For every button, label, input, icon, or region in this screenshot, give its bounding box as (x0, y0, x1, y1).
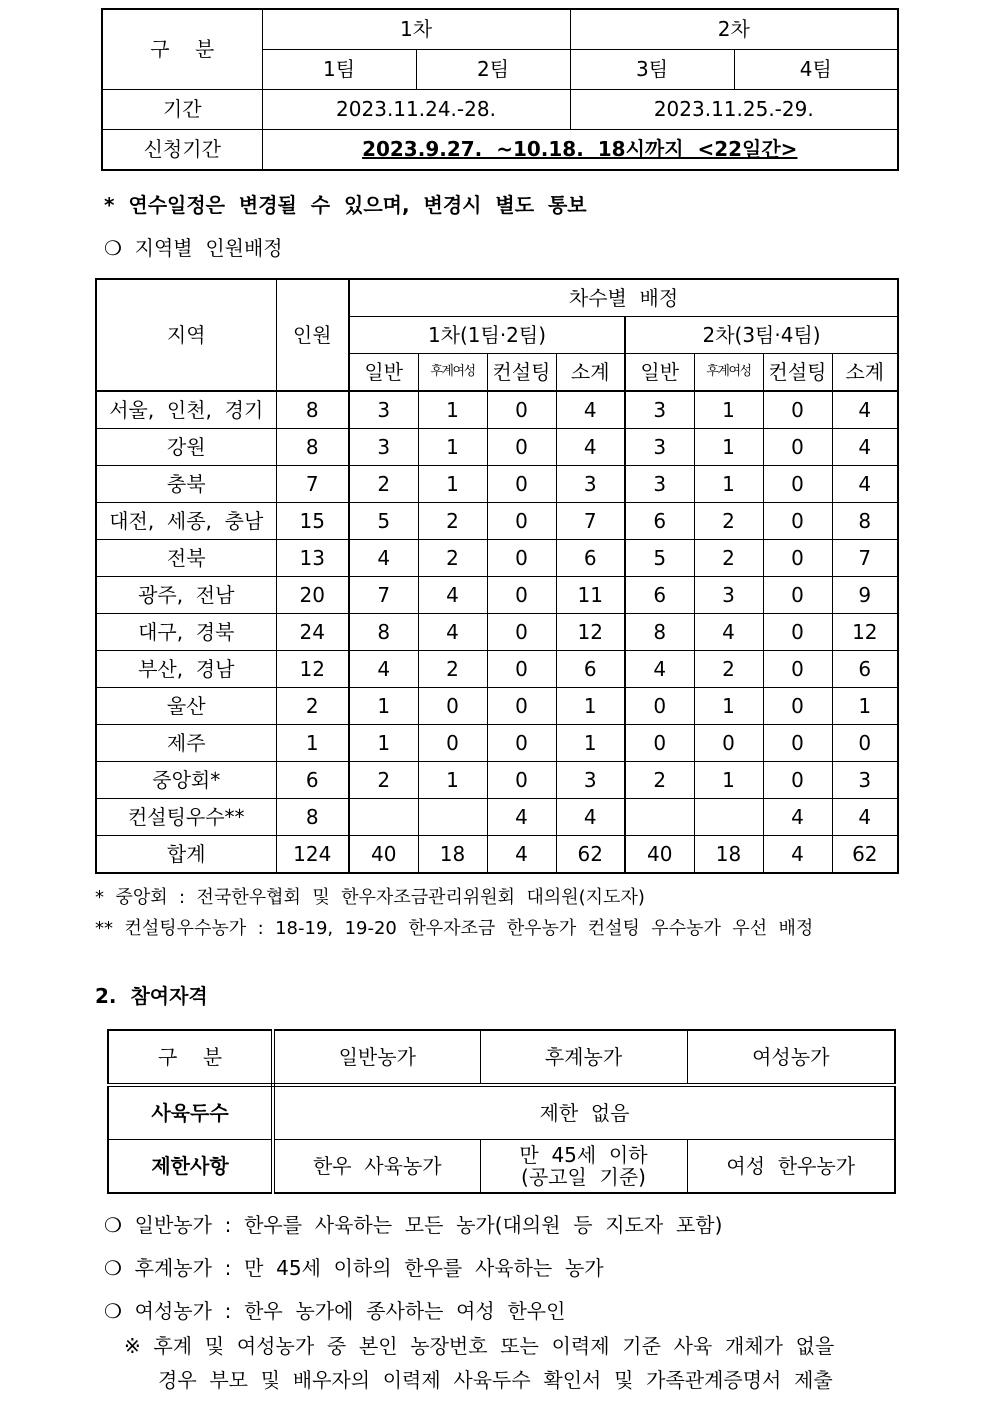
allocation-cell: 4 (832, 466, 898, 503)
col-successor-farm: 후계농가 (480, 1030, 687, 1085)
allocation-row (96, 391, 898, 429)
restriction-successor-line1: 만 45세 이하 (519, 1143, 648, 1167)
allocation-cell: 3 (694, 577, 763, 614)
region-cell: 제주 (96, 725, 276, 762)
allocation-row (96, 614, 898, 651)
remark-line2: 경우 부모 및 배우자의 이력제 사육두수 확인서 및 가족관계증명서 제출 (158, 1368, 833, 1392)
allocation-cell: 4 (763, 836, 832, 874)
count-cell: 1 (276, 725, 349, 762)
allocation-cell: 4 (556, 429, 625, 466)
allocation-row (96, 651, 898, 688)
restriction-general: 한우 사육농가 (273, 1140, 480, 1194)
allocation-cell: 0 (763, 540, 832, 577)
count-cell: 7 (276, 466, 349, 503)
allocation-cell: 5 (625, 540, 694, 577)
sub-header-subtotal: 소계 (556, 354, 625, 392)
sub-header-successor-female: 후계여성 (418, 354, 487, 392)
region-cell: 서울, 인천, 경기 (96, 391, 276, 429)
allocation-cell: 0 (694, 725, 763, 762)
allocation-cell: 2 (625, 762, 694, 799)
allocation-cell: 1 (694, 466, 763, 503)
allocation-cell: 3 (625, 429, 694, 466)
allocation-cell: 1 (556, 688, 625, 725)
region-cell: 강원 (96, 429, 276, 466)
round1-header: 1차 (262, 9, 570, 50)
sub-header-general: 일반 (625, 354, 694, 392)
allocation-cell: 6 (832, 651, 898, 688)
allocation-cell: 1 (349, 725, 418, 762)
allocation-cell: 0 (625, 725, 694, 762)
region-header: 지역 (96, 279, 276, 391)
region-cell: 부산, 경남 (96, 651, 276, 688)
allocation-cell: 1 (832, 688, 898, 725)
allocation-cell: 0 (763, 651, 832, 688)
sub-header-consulting: 컨설팅 (487, 354, 556, 392)
count-cell: 20 (276, 577, 349, 614)
allocation-cell: 4 (832, 799, 898, 836)
team4-header: 4팀 (734, 50, 898, 90)
allocation-cell: 2 (694, 651, 763, 688)
allocation-cell: 1 (694, 429, 763, 466)
eligibility-table (107, 1029, 896, 1194)
allocation-cell: 0 (763, 762, 832, 799)
allocation-cell: 2 (349, 762, 418, 799)
allocation-cell: 0 (487, 577, 556, 614)
allocation-cell: 8 (349, 614, 418, 651)
region-cell: 합계 (96, 836, 276, 874)
allocation-cell: 0 (763, 429, 832, 466)
allocation-cell: 3 (349, 391, 418, 429)
bullet-general-farm: ❍ 일반농가 : 한우를 사육하는 모든 농가(대의원 등 지도자 포함) (104, 1213, 723, 1237)
allocation-cell: 0 (487, 429, 556, 466)
allocation-cell: 6 (556, 540, 625, 577)
apply-period: 2023.9.27. ~10.18. 18시까지 <22일간> (262, 130, 898, 171)
allocation-cell: 3 (556, 466, 625, 503)
count-cell: 8 (276, 429, 349, 466)
footnote-consulting: ** 컨설팅우수농가 : 18-19, 19-20 한우자조금 한우농가 컨설팅 우수농가 우선 배정 (95, 918, 814, 939)
allocation-cell: 0 (487, 391, 556, 429)
count-cell: 15 (276, 503, 349, 540)
allocation-row (96, 577, 898, 614)
schedule-table (101, 8, 899, 171)
allocation-row (96, 799, 898, 836)
allocation-cell: 3 (349, 429, 418, 466)
allocation-cell: 40 (349, 836, 418, 874)
allocation-cell: 0 (763, 725, 832, 762)
section2-heading: 2. 참여자격 (95, 984, 208, 1008)
allocation-row (96, 762, 898, 799)
count-cell: 6 (276, 762, 349, 799)
region-cell: 대구, 경북 (96, 614, 276, 651)
allocation-cell: 4 (418, 577, 487, 614)
restriction-successor-line2: (공고일 기준) (521, 1165, 646, 1189)
allocation-cell: 11 (556, 577, 625, 614)
allocation-cell: 1 (349, 688, 418, 725)
allocation-cell: 0 (832, 725, 898, 762)
count-cell: 2 (276, 688, 349, 725)
allocation-cell: 12 (556, 614, 625, 651)
allocation-cell: 4 (349, 540, 418, 577)
allocation-cell: 1 (418, 466, 487, 503)
schedule-change-note: * 연수일정은 변경될 수 있으며, 변경시 별도 통보 (104, 193, 587, 217)
bullet-successor-farm: ❍ 후계농가 : 만 45세 이하의 한우를 사육하는 농가 (104, 1256, 604, 1280)
allocation-row (96, 688, 898, 725)
allocation-cell: 0 (487, 540, 556, 577)
count-header: 인원 (276, 279, 349, 391)
region-cell: 전북 (96, 540, 276, 577)
allocation-row (96, 540, 898, 577)
allocation-cell: 4 (832, 391, 898, 429)
allocation-cell: 0 (487, 503, 556, 540)
period-round2: 2023.11.25.-29. (570, 90, 898, 130)
allocation-cell (694, 799, 763, 836)
restriction-female: 여성 한우농가 (687, 1140, 895, 1194)
region-cell: 대전, 세종, 충남 (96, 503, 276, 540)
allocation-row (96, 836, 898, 874)
allocation-cell: 62 (556, 836, 625, 874)
allocation-cell: 0 (763, 577, 832, 614)
round2-group-header: 2차(3팀·4팀) (625, 317, 898, 354)
count-cell: 13 (276, 540, 349, 577)
allocation-cell: 7 (556, 503, 625, 540)
allocation-cell: 6 (625, 503, 694, 540)
allocation-cell: 0 (487, 725, 556, 762)
allocation-cell: 7 (832, 540, 898, 577)
allocation-cell: 1 (418, 429, 487, 466)
allocation-cell: 2 (694, 503, 763, 540)
sub-header-subtotal: 소계 (832, 354, 898, 392)
allocation-cell: 0 (487, 466, 556, 503)
allocation-cell: 0 (763, 688, 832, 725)
eligibility-header-label: 구 분 (108, 1030, 273, 1085)
allocation-cell: 2 (418, 651, 487, 688)
sub-header-consulting: 컨설팅 (763, 354, 832, 392)
allocation-cell: 4 (694, 614, 763, 651)
allocation-cell: 4 (556, 391, 625, 429)
footnote-central: * 중앙회 : 전국한우협회 및 한우자조금관리위원회 대의원(지도자) (95, 887, 645, 908)
allocation-cell: 1 (694, 391, 763, 429)
allocation-cell: 4 (625, 651, 694, 688)
count-cell: 8 (276, 799, 349, 836)
team3-header: 3팀 (570, 50, 734, 90)
count-cell: 12 (276, 651, 349, 688)
remark-line1: ※ 후계 및 여성농가 중 본인 농장번호 또는 이력제 기준 사육 개체가 없을 (124, 1334, 835, 1358)
region-cell: 컨설팅우수** (96, 799, 276, 836)
allocation-cell: 1 (418, 391, 487, 429)
allocation-cell: 3 (625, 391, 694, 429)
count-cell: 24 (276, 614, 349, 651)
allocation-cell: 0 (487, 614, 556, 651)
region-cell: 울산 (96, 688, 276, 725)
col-general-farm: 일반농가 (273, 1030, 480, 1085)
allocation-cell: 1 (694, 762, 763, 799)
period-label: 기간 (102, 90, 262, 130)
allocation-cell (625, 799, 694, 836)
round2-header: 2차 (570, 9, 898, 50)
allocation-cell: 4 (349, 651, 418, 688)
apply-label: 신청기간 (102, 130, 262, 171)
count-cell: 124 (276, 836, 349, 874)
allocation-cell: 4 (556, 799, 625, 836)
allocation-cell: 4 (418, 614, 487, 651)
col-female-farm: 여성농가 (687, 1030, 895, 1085)
allocation-row (96, 429, 898, 466)
allocation-cell: 1 (418, 762, 487, 799)
allocation-row (96, 503, 898, 540)
schedule-header-label: 구 분 (102, 9, 262, 90)
sub-header-general: 일반 (349, 354, 418, 392)
allocation-cell: 0 (763, 466, 832, 503)
allocation-cell: 2 (418, 503, 487, 540)
round1-group-header: 1차(1팀·2팀) (349, 317, 625, 354)
region-cell: 충북 (96, 466, 276, 503)
region-cell: 광주, 전남 (96, 577, 276, 614)
allocation-cell: 8 (625, 614, 694, 651)
allocation-cell: 3 (556, 762, 625, 799)
period-round1: 2023.11.24.-28. (262, 90, 570, 130)
allocation-cell: 9 (832, 577, 898, 614)
allocation-cell: 12 (832, 614, 898, 651)
team1-header: 1팀 (262, 50, 416, 90)
allocation-cell: 40 (625, 836, 694, 874)
region-cell: 중앙회* (96, 762, 276, 799)
allocation-row (96, 466, 898, 503)
allocation-table (95, 278, 899, 874)
allocation-body (96, 391, 898, 873)
allocation-cell: 0 (418, 725, 487, 762)
allocation-cell: 2 (694, 540, 763, 577)
allocation-cell: 6 (556, 651, 625, 688)
allocation-cell: 4 (763, 799, 832, 836)
allocation-cell: 7 (349, 577, 418, 614)
allocation-cell: 0 (625, 688, 694, 725)
allocation-cell: 62 (832, 836, 898, 874)
count-cell: 8 (276, 391, 349, 429)
allocation-cell: 3 (832, 762, 898, 799)
region-allocation-bullet: ❍ 지역별 인원배정 (104, 236, 283, 260)
allocation-cell: 4 (487, 799, 556, 836)
allocation-cell: 8 (832, 503, 898, 540)
allocation-cell (418, 799, 487, 836)
allocation-cell (349, 799, 418, 836)
herd-size-label: 사육두수 (108, 1085, 273, 1140)
sub-header-successor-female: 후계여성 (694, 354, 763, 392)
team2-header: 2팀 (416, 50, 570, 90)
allocation-cell: 18 (694, 836, 763, 874)
allocation-cell: 0 (763, 614, 832, 651)
allocation-cell: 0 (763, 503, 832, 540)
allocation-row (96, 725, 898, 762)
by-round-header: 차수별 배정 (349, 279, 898, 317)
allocation-cell: 0 (487, 688, 556, 725)
allocation-cell: 4 (487, 836, 556, 874)
allocation-cell: 0 (418, 688, 487, 725)
allocation-cell: 0 (487, 651, 556, 688)
allocation-cell: 6 (625, 577, 694, 614)
allocation-cell: 1 (556, 725, 625, 762)
allocation-cell: 4 (832, 429, 898, 466)
allocation-cell: 1 (694, 688, 763, 725)
allocation-cell: 2 (418, 540, 487, 577)
restriction-successor (480, 1140, 687, 1194)
herd-size-value: 제한 없음 (273, 1085, 895, 1140)
allocation-cell: 5 (349, 503, 418, 540)
allocation-cell: 0 (487, 762, 556, 799)
restriction-label: 제한사항 (108, 1140, 273, 1194)
allocation-cell: 3 (625, 466, 694, 503)
allocation-cell: 18 (418, 836, 487, 874)
allocation-cell: 2 (349, 466, 418, 503)
allocation-cell: 0 (763, 391, 832, 429)
bullet-female-farm: ❍ 여성농가 : 한우 농가에 종사하는 여성 한우인 (104, 1299, 566, 1323)
